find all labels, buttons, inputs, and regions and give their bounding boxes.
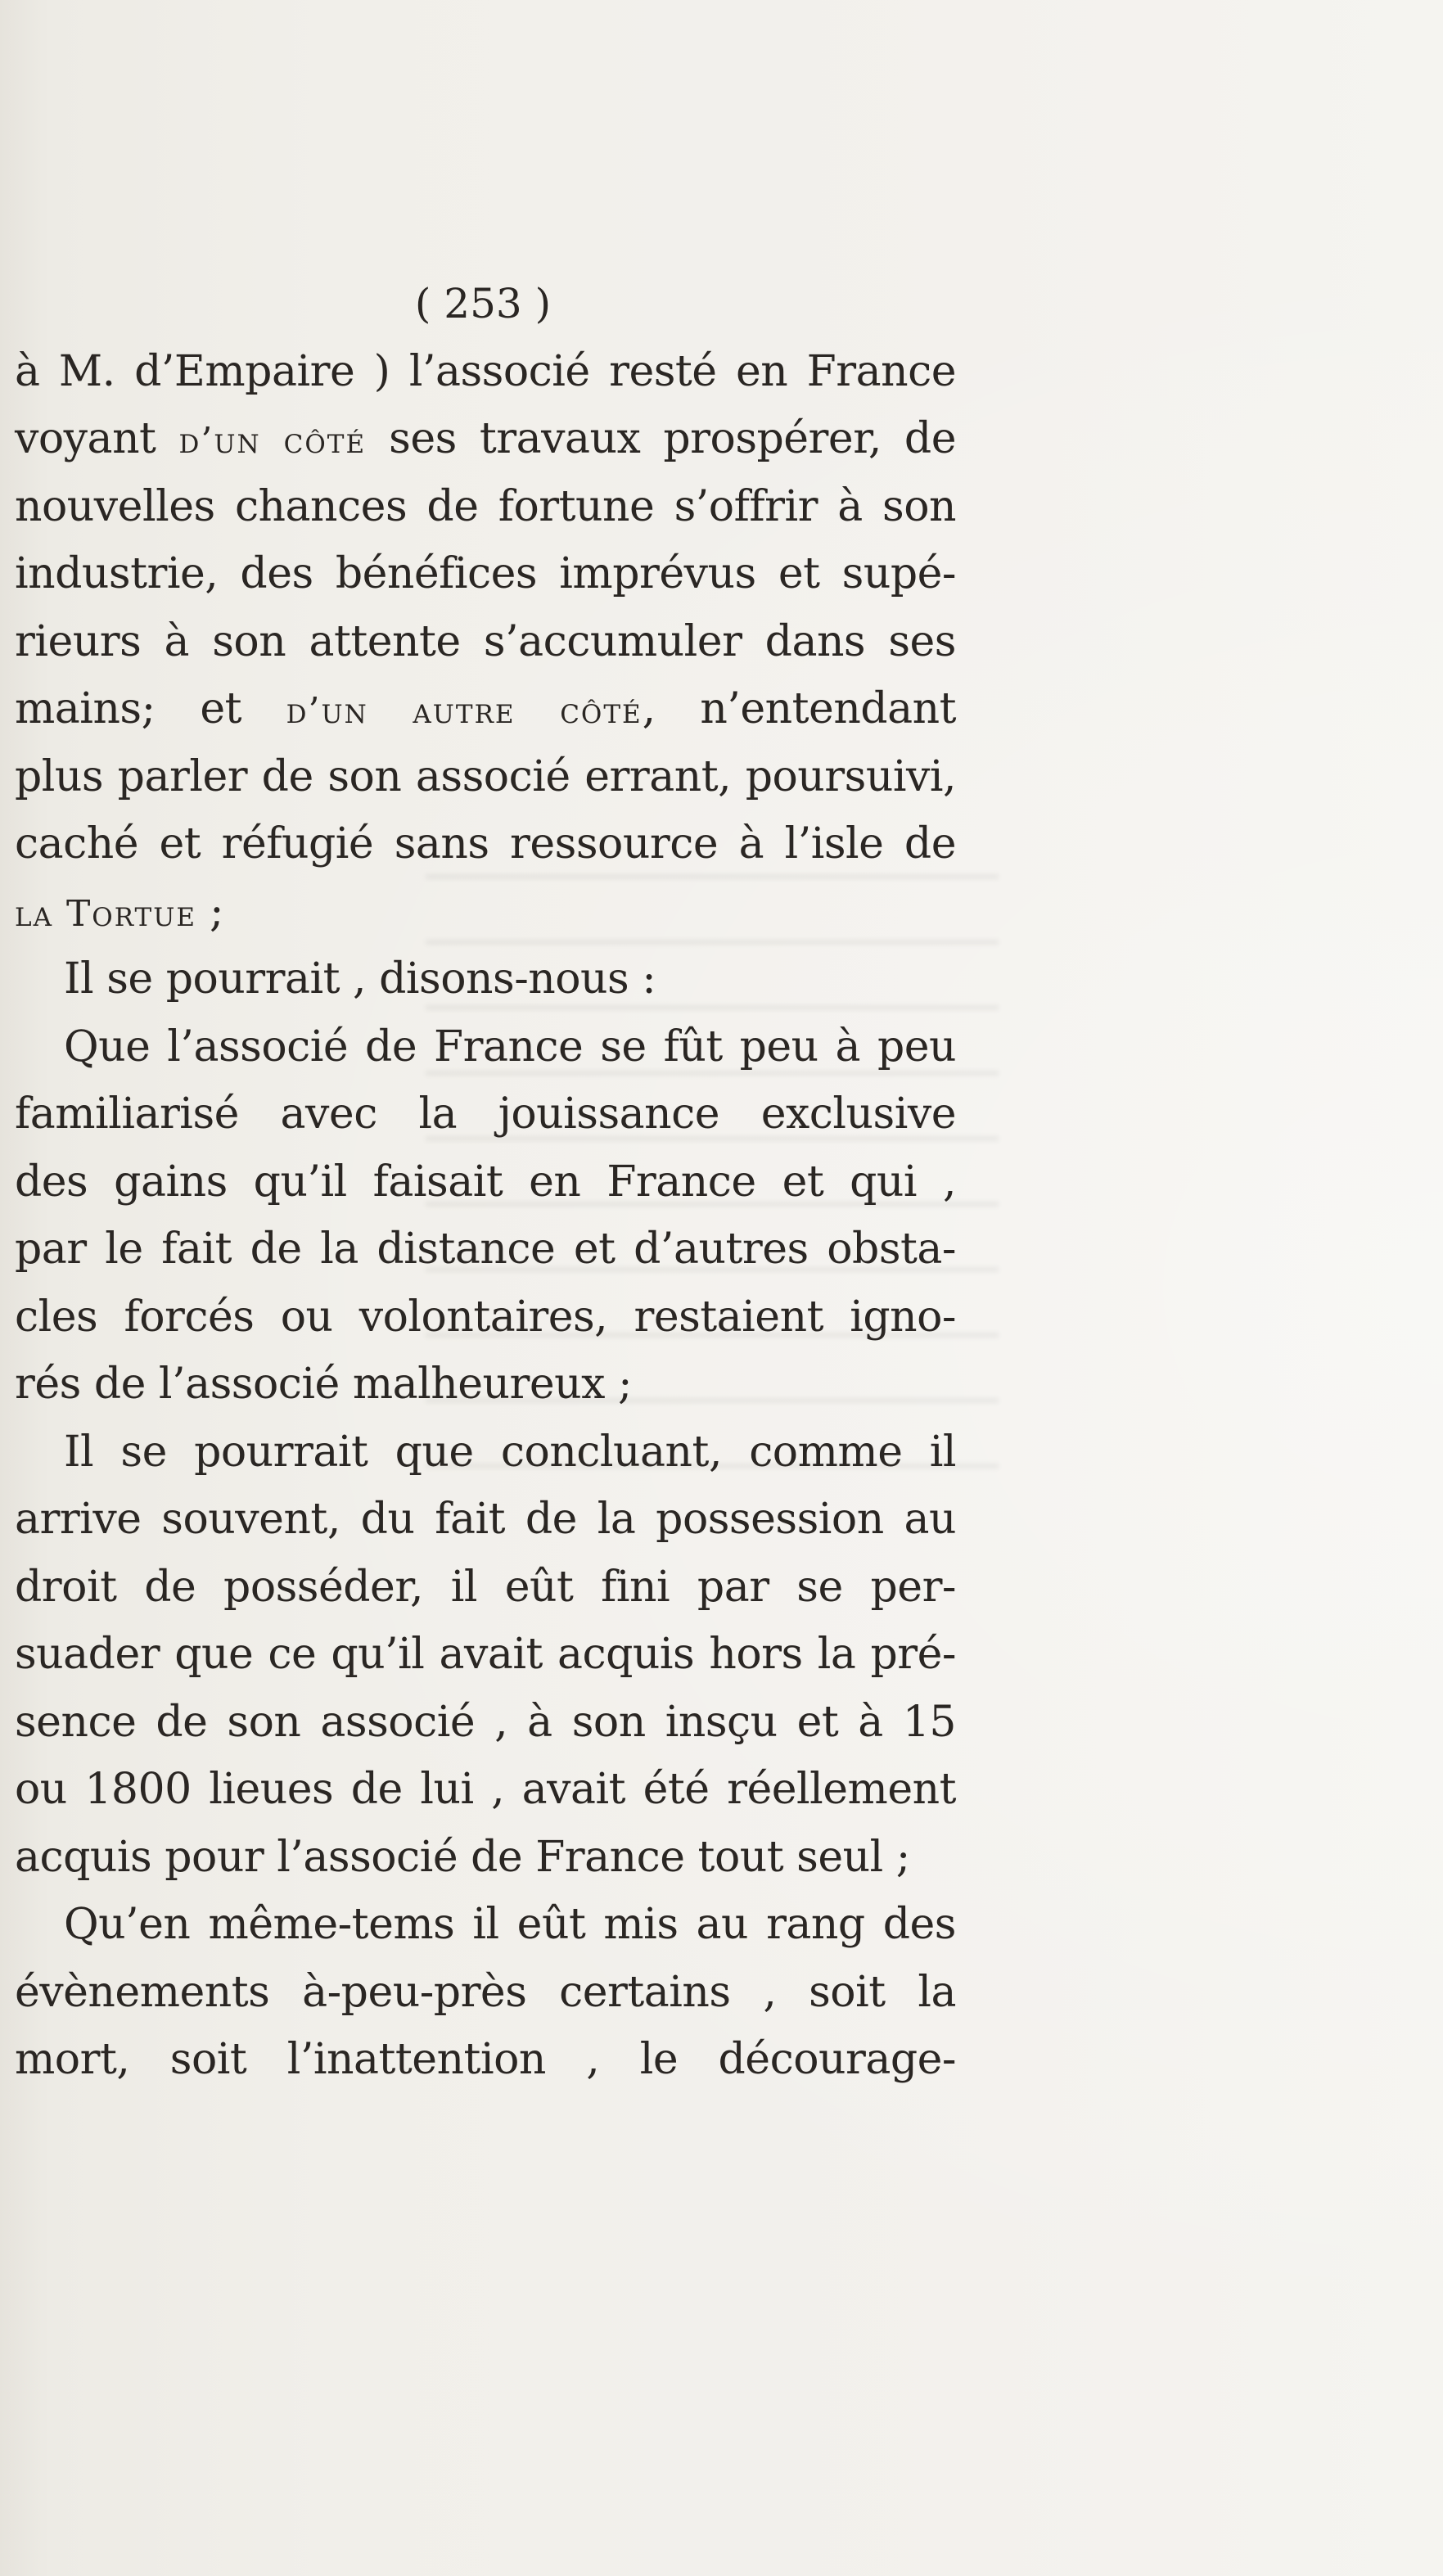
text-line [15,473,956,541]
text-line [15,540,956,608]
text-segment: mort, soit l’inattention , le découragе- [15,2035,956,2084]
text-segment: acquis pour l’associé de France tout seul ; [15,1832,910,1882]
text-segment: des gains qu’il faisait en France et qui , [15,1157,956,1207]
text-line [15,2026,956,2094]
text-segment: Il se pourrait que concluant, comme il [64,1427,956,1477]
text-line [15,1959,956,2027]
text-segment: ; [196,886,224,936]
text-segment: voyant [15,414,179,463]
text-line [15,810,956,878]
text-segment: par le fait de la distance et d’autres obsta- [15,1225,956,1274]
text-line [15,1351,956,1419]
text-line [15,1756,956,1824]
text-segment: évènements à-peu-près certains , soit la [15,1967,956,2017]
text-line [15,743,956,811]
text-segment: industrie, des bénéfices imprévus et supé- [15,549,956,598]
text-segment: suader que ce qu’il avait acquis hors la pré- [15,1630,956,1679]
small-caps-text: d’un côté [178,420,367,462]
text-line [15,878,956,946]
text-line [15,1689,956,1757]
text-line [15,1419,956,1487]
text-segment: rés de l’associé malheureux ; [15,1360,633,1409]
text-segment: nouvelles chances de fortune s’offrir à son [15,481,956,531]
text-segment: Il se pourrait , disons-nous : [64,954,656,1004]
text-segment: cles forcés ou volontaires, restaient igno- [15,1292,956,1342]
text-segment: mains; et [15,684,286,733]
text-line [15,338,956,406]
text-segment: caché et réfugié sans ressource à l’isle de [15,819,956,868]
text-line [15,1080,956,1148]
text-segment: rieurs à son attente s’accumuler dans ses [15,616,956,666]
body-text [15,338,956,2094]
small-caps-text: la Tortue [15,892,196,935]
text-line [15,1824,956,1892]
text-line [15,945,956,1013]
text-segment: arrive souvent, du fait de la possession au [15,1495,956,1544]
text-line [15,1486,956,1554]
text-line [15,675,956,743]
text-segment: à M. d’Empaire ) l’associé resté en France [15,346,956,396]
text-segment: droit de posséder, il eût fini par se per- [15,1562,956,1612]
small-caps-text: d’un autre côté [286,690,643,732]
page-number: ( 253 ) [414,280,552,327]
text-line [15,1283,956,1351]
text-line [15,1621,956,1689]
text-line [15,1891,956,1959]
text-line [15,1013,956,1081]
text-segment: Que l’associé de France se fût peu à peu [64,1022,956,1071]
text-segment: ou 1800 lieues de lui , avait été réellement [15,1765,956,1814]
text-line [15,1148,956,1216]
text-segment: sence de son associé , à son insçu et à 15 [15,1697,956,1747]
text-segment: familiarisé avec la jouissance exclusive [15,1089,956,1139]
text-segment: ses travaux prospérer, de [366,414,956,463]
text-segment: Qu’en même-tems il eût mis au rang des [64,1900,956,1949]
text-line [15,608,956,676]
text-segment: plus parler de son associé errant, poursuivi, [15,751,956,801]
text-line [15,1216,956,1283]
text-segment: , n’entendant [642,684,956,733]
text-line [15,405,956,473]
text-line [15,1554,956,1622]
